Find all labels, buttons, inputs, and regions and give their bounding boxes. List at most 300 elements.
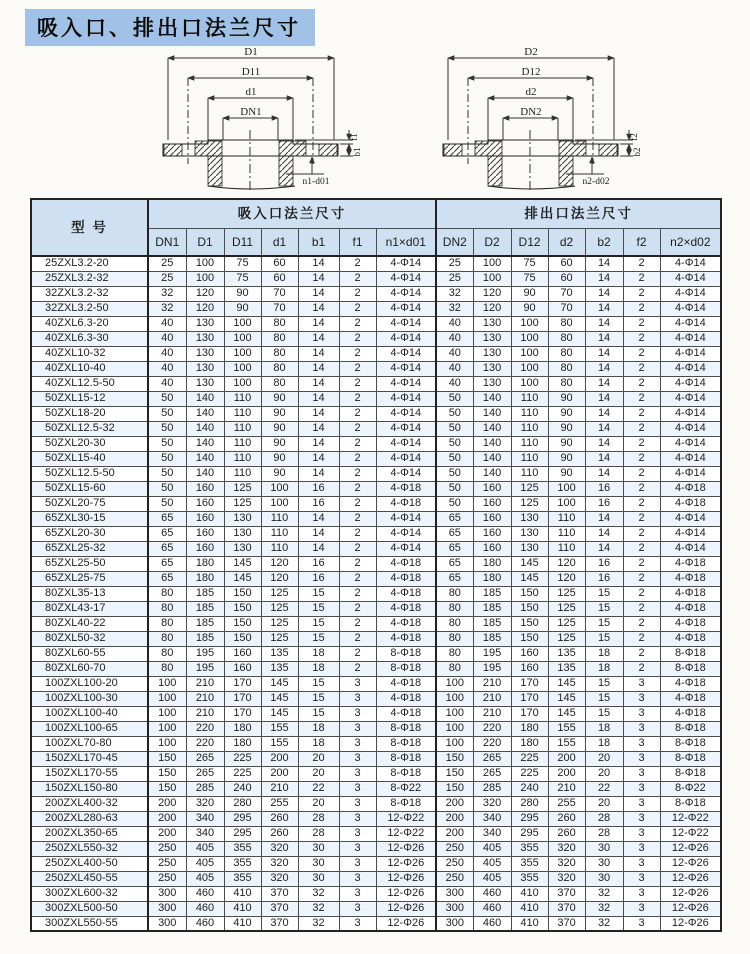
value-cell: 2 bbox=[623, 271, 660, 286]
model-cell: 80ZXL43-17 bbox=[31, 601, 148, 616]
value-cell: 8-Φ18 bbox=[376, 796, 436, 811]
value-cell: 18 bbox=[298, 736, 339, 751]
value-cell: 2 bbox=[339, 556, 376, 571]
value-cell: 255 bbox=[548, 796, 585, 811]
value-cell: 4-Φ14 bbox=[376, 286, 436, 301]
value-cell: 150 bbox=[224, 601, 261, 616]
value-cell: 210 bbox=[473, 691, 511, 706]
value-cell: 2 bbox=[339, 421, 376, 436]
value-cell: 100 bbox=[436, 736, 473, 751]
value-cell: 185 bbox=[473, 586, 511, 601]
model-cell: 80ZXL50-32 bbox=[31, 631, 148, 646]
value-cell: 90 bbox=[548, 421, 585, 436]
value-cell: 3 bbox=[623, 721, 660, 736]
table-row bbox=[31, 766, 721, 781]
value-cell: 135 bbox=[548, 661, 585, 676]
value-cell: 20 bbox=[585, 796, 623, 811]
value-cell: 2 bbox=[623, 481, 660, 496]
value-cell: 30 bbox=[298, 856, 339, 871]
value-cell: 410 bbox=[224, 916, 261, 931]
value-cell: 14 bbox=[585, 361, 623, 376]
value-cell: 14 bbox=[585, 301, 623, 316]
value-cell: 90 bbox=[261, 466, 298, 481]
value-cell: 170 bbox=[511, 691, 548, 706]
value-cell: 280 bbox=[224, 796, 261, 811]
value-cell: 110 bbox=[224, 421, 261, 436]
dim-label-b: b2 bbox=[632, 147, 642, 157]
value-cell: 4-Φ18 bbox=[660, 481, 721, 496]
value-cell: 200 bbox=[436, 811, 473, 826]
value-cell: 145 bbox=[548, 706, 585, 721]
value-cell: 2 bbox=[339, 286, 376, 301]
value-cell: 2 bbox=[339, 496, 376, 511]
value-cell: 2 bbox=[339, 571, 376, 586]
value-cell: 18 bbox=[585, 646, 623, 661]
value-cell: 4-Φ14 bbox=[660, 421, 721, 436]
value-cell: 120 bbox=[186, 301, 224, 316]
value-cell: 40 bbox=[148, 331, 186, 346]
value-cell: 2 bbox=[339, 406, 376, 421]
value-cell: 320 bbox=[473, 796, 511, 811]
value-cell: 50 bbox=[148, 406, 186, 421]
dim-label-bore: DN2 bbox=[520, 106, 542, 118]
value-cell: 155 bbox=[548, 736, 585, 751]
value-cell: 32 bbox=[148, 301, 186, 316]
value-cell: 100 bbox=[148, 691, 186, 706]
value-cell: 170 bbox=[224, 676, 261, 691]
value-cell: 185 bbox=[186, 601, 224, 616]
table-row bbox=[31, 901, 721, 916]
model-cell: 40ZXL10-40 bbox=[31, 361, 148, 376]
value-cell: 225 bbox=[511, 766, 548, 781]
value-cell: 4-Φ18 bbox=[660, 691, 721, 706]
model-cell: 50ZXL20-75 bbox=[31, 496, 148, 511]
value-cell: 14 bbox=[298, 346, 339, 361]
value-cell: 405 bbox=[473, 841, 511, 856]
value-cell: 65 bbox=[148, 571, 186, 586]
value-cell: 110 bbox=[261, 526, 298, 541]
value-cell: 15 bbox=[585, 706, 623, 721]
value-cell: 300 bbox=[436, 916, 473, 931]
value-cell: 4-Φ14 bbox=[376, 421, 436, 436]
value-cell: 355 bbox=[511, 841, 548, 856]
value-cell: 135 bbox=[548, 646, 585, 661]
value-cell: 3 bbox=[339, 826, 376, 841]
value-cell: 2 bbox=[623, 526, 660, 541]
value-cell: 130 bbox=[186, 361, 224, 376]
value-cell: 4-Φ18 bbox=[376, 691, 436, 706]
value-cell: 65 bbox=[148, 526, 186, 541]
table-row bbox=[31, 856, 721, 871]
value-cell: 8-Φ18 bbox=[660, 766, 721, 781]
value-cell: 3 bbox=[339, 691, 376, 706]
value-cell: 130 bbox=[511, 511, 548, 526]
value-cell: 110 bbox=[511, 451, 548, 466]
value-cell: 18 bbox=[585, 736, 623, 751]
value-cell: 300 bbox=[436, 886, 473, 901]
table-row bbox=[31, 496, 721, 511]
value-cell: 2 bbox=[339, 346, 376, 361]
value-cell: 14 bbox=[298, 526, 339, 541]
value-cell: 170 bbox=[511, 676, 548, 691]
value-cell: 14 bbox=[585, 466, 623, 481]
value-cell: 2 bbox=[623, 331, 660, 346]
value-cell: 4-Φ14 bbox=[660, 316, 721, 331]
value-cell: 4-Φ18 bbox=[376, 496, 436, 511]
value-cell: 15 bbox=[585, 676, 623, 691]
value-cell: 140 bbox=[473, 406, 511, 421]
value-cell: 110 bbox=[548, 511, 585, 526]
table-row bbox=[31, 436, 721, 451]
value-cell: 225 bbox=[511, 751, 548, 766]
value-cell: 3 bbox=[623, 826, 660, 841]
table-row bbox=[31, 391, 721, 406]
table-row bbox=[31, 481, 721, 496]
model-cell: 65ZXL25-75 bbox=[31, 571, 148, 586]
value-cell: 80 bbox=[148, 616, 186, 631]
value-cell: 145 bbox=[261, 676, 298, 691]
value-cell: 2 bbox=[623, 301, 660, 316]
dim-label-b: b1 bbox=[352, 147, 362, 157]
value-cell: 110 bbox=[511, 406, 548, 421]
value-cell: 210 bbox=[261, 781, 298, 796]
column-header: b1 bbox=[298, 228, 339, 256]
value-cell: 8-Φ18 bbox=[376, 721, 436, 736]
table-row bbox=[31, 601, 721, 616]
model-cell: 100ZXL100-30 bbox=[31, 691, 148, 706]
value-cell: 4-Φ18 bbox=[660, 586, 721, 601]
value-cell: 110 bbox=[224, 406, 261, 421]
model-cell: 32ZXL3.2-32 bbox=[31, 286, 148, 301]
value-cell: 195 bbox=[186, 646, 224, 661]
value-cell: 160 bbox=[473, 481, 511, 496]
value-cell: 50 bbox=[148, 481, 186, 496]
value-cell: 125 bbox=[224, 481, 261, 496]
value-cell: 125 bbox=[548, 586, 585, 601]
model-cell: 50ZXL20-30 bbox=[31, 436, 148, 451]
value-cell: 320 bbox=[548, 871, 585, 886]
value-cell: 14 bbox=[585, 346, 623, 361]
value-cell: 4-Φ18 bbox=[376, 556, 436, 571]
value-cell: 2 bbox=[339, 436, 376, 451]
page-title: 吸入口、排出口法兰尺寸 bbox=[25, 9, 315, 46]
value-cell: 28 bbox=[298, 811, 339, 826]
value-cell: 3 bbox=[623, 691, 660, 706]
value-cell: 12-Φ22 bbox=[660, 811, 721, 826]
flange-cross-section-drawing bbox=[138, 44, 366, 194]
value-cell: 210 bbox=[186, 691, 224, 706]
value-cell: 50 bbox=[436, 496, 473, 511]
value-cell: 70 bbox=[261, 286, 298, 301]
value-cell: 4-Φ18 bbox=[660, 616, 721, 631]
value-cell: 285 bbox=[186, 781, 224, 796]
table-row bbox=[31, 676, 721, 691]
column-header: b2 bbox=[585, 228, 623, 256]
flange-cross-section-drawing bbox=[418, 44, 646, 194]
value-cell: 140 bbox=[473, 421, 511, 436]
value-cell: 15 bbox=[298, 691, 339, 706]
value-cell: 140 bbox=[473, 466, 511, 481]
value-cell: 100 bbox=[224, 361, 261, 376]
value-cell: 16 bbox=[585, 496, 623, 511]
value-cell: 2 bbox=[339, 481, 376, 496]
value-cell: 3 bbox=[339, 841, 376, 856]
value-cell: 185 bbox=[186, 586, 224, 601]
value-cell: 110 bbox=[261, 511, 298, 526]
value-cell: 130 bbox=[186, 346, 224, 361]
value-cell: 170 bbox=[224, 691, 261, 706]
value-cell: 60 bbox=[548, 256, 585, 271]
model-cell: 250ZXL550-32 bbox=[31, 841, 148, 856]
value-cell: 100 bbox=[186, 256, 224, 271]
model-cell: 300ZXL550-55 bbox=[31, 916, 148, 931]
value-cell: 3 bbox=[623, 736, 660, 751]
value-cell: 460 bbox=[473, 916, 511, 931]
value-cell: 130 bbox=[473, 346, 511, 361]
value-cell: 8-Φ18 bbox=[660, 796, 721, 811]
value-cell: 90 bbox=[511, 286, 548, 301]
value-cell: 4-Φ18 bbox=[660, 676, 721, 691]
value-cell: 200 bbox=[148, 796, 186, 811]
value-cell: 355 bbox=[511, 856, 548, 871]
value-cell: 150 bbox=[436, 751, 473, 766]
value-cell: 3 bbox=[339, 871, 376, 886]
dim-label-f: f2 bbox=[629, 133, 639, 141]
value-cell: 20 bbox=[298, 766, 339, 781]
model-cell: 300ZXL600-32 bbox=[31, 886, 148, 901]
value-cell: 2 bbox=[623, 361, 660, 376]
value-cell: 4-Φ14 bbox=[376, 331, 436, 346]
value-cell: 320 bbox=[548, 856, 585, 871]
value-cell: 8-Φ22 bbox=[660, 781, 721, 796]
value-cell: 355 bbox=[224, 841, 261, 856]
table-row bbox=[31, 361, 721, 376]
value-cell: 12-Φ22 bbox=[376, 811, 436, 826]
table-row bbox=[31, 826, 721, 841]
value-cell: 110 bbox=[224, 436, 261, 451]
table-row bbox=[31, 781, 721, 796]
value-cell: 14 bbox=[298, 406, 339, 421]
value-cell: 120 bbox=[261, 571, 298, 586]
value-cell: 4-Φ14 bbox=[376, 526, 436, 541]
value-cell: 2 bbox=[339, 586, 376, 601]
value-cell: 2 bbox=[623, 616, 660, 631]
model-cell: 250ZXL450-55 bbox=[31, 871, 148, 886]
table-row bbox=[31, 406, 721, 421]
value-cell: 14 bbox=[585, 541, 623, 556]
table-row bbox=[31, 541, 721, 556]
table-row bbox=[31, 661, 721, 676]
table-row bbox=[31, 421, 721, 436]
value-cell: 18 bbox=[585, 661, 623, 676]
value-cell: 15 bbox=[298, 676, 339, 691]
value-cell: 25 bbox=[148, 271, 186, 286]
value-cell: 4-Φ14 bbox=[660, 361, 721, 376]
value-cell: 12-Φ26 bbox=[376, 841, 436, 856]
table-row bbox=[31, 751, 721, 766]
value-cell: 4-Φ18 bbox=[376, 616, 436, 631]
value-cell: 80 bbox=[148, 646, 186, 661]
value-cell: 160 bbox=[473, 526, 511, 541]
value-cell: 2 bbox=[623, 571, 660, 586]
table-row bbox=[31, 286, 721, 301]
dim-label-raised-face: d2 bbox=[525, 86, 537, 98]
value-cell: 4-Φ14 bbox=[660, 256, 721, 271]
column-header: d2 bbox=[548, 228, 585, 256]
value-cell: 3 bbox=[339, 886, 376, 901]
value-cell: 50 bbox=[148, 466, 186, 481]
value-cell: 20 bbox=[585, 751, 623, 766]
value-cell: 355 bbox=[224, 871, 261, 886]
value-cell: 70 bbox=[548, 286, 585, 301]
value-cell: 100 bbox=[548, 496, 585, 511]
table-row bbox=[31, 586, 721, 601]
table-row bbox=[31, 871, 721, 886]
dim-label-bolt-circle: D11 bbox=[241, 66, 261, 78]
value-cell: 50 bbox=[148, 451, 186, 466]
value-cell: 14 bbox=[585, 376, 623, 391]
value-cell: 125 bbox=[511, 496, 548, 511]
value-cell: 4-Φ14 bbox=[660, 346, 721, 361]
value-cell: 90 bbox=[224, 301, 261, 316]
value-cell: 8-Φ22 bbox=[376, 781, 436, 796]
value-cell: 12-Φ26 bbox=[660, 871, 721, 886]
table-row bbox=[31, 511, 721, 526]
dim-label-outer-diameter: D2 bbox=[524, 46, 538, 58]
value-cell: 12-Φ26 bbox=[376, 916, 436, 931]
value-cell: 14 bbox=[298, 391, 339, 406]
column-header: f1 bbox=[339, 228, 376, 256]
value-cell: 100 bbox=[148, 736, 186, 751]
model-cell: 50ZXL15-60 bbox=[31, 481, 148, 496]
value-cell: 50 bbox=[148, 391, 186, 406]
value-cell: 405 bbox=[473, 856, 511, 871]
value-cell: 2 bbox=[623, 661, 660, 676]
model-cell: 100ZXL100-40 bbox=[31, 706, 148, 721]
value-cell: 4-Φ14 bbox=[660, 391, 721, 406]
value-cell: 3 bbox=[623, 706, 660, 721]
value-cell: 14 bbox=[298, 421, 339, 436]
value-cell: 18 bbox=[585, 721, 623, 736]
value-cell: 14 bbox=[585, 271, 623, 286]
value-cell: 50 bbox=[148, 436, 186, 451]
value-cell: 320 bbox=[548, 841, 585, 856]
value-cell: 110 bbox=[261, 541, 298, 556]
value-cell: 30 bbox=[298, 841, 339, 856]
model-cell: 150ZXL170-45 bbox=[31, 751, 148, 766]
model-column-header: 型 号 bbox=[31, 199, 148, 256]
value-cell: 460 bbox=[473, 886, 511, 901]
value-cell: 145 bbox=[548, 691, 585, 706]
value-cell: 110 bbox=[224, 466, 261, 481]
value-cell: 22 bbox=[585, 781, 623, 796]
value-cell: 110 bbox=[511, 421, 548, 436]
table-row bbox=[31, 706, 721, 721]
value-cell: 3 bbox=[339, 796, 376, 811]
value-cell: 12-Φ26 bbox=[376, 901, 436, 916]
value-cell: 12-Φ26 bbox=[376, 856, 436, 871]
value-cell: 210 bbox=[473, 676, 511, 691]
value-cell: 4-Φ18 bbox=[376, 706, 436, 721]
value-cell: 80 bbox=[548, 316, 585, 331]
value-cell: 14 bbox=[585, 316, 623, 331]
value-cell: 90 bbox=[548, 436, 585, 451]
value-cell: 265 bbox=[473, 751, 511, 766]
value-cell: 2 bbox=[339, 256, 376, 271]
value-cell: 120 bbox=[473, 286, 511, 301]
value-cell: 110 bbox=[548, 526, 585, 541]
value-cell: 12-Φ26 bbox=[660, 886, 721, 901]
value-cell: 80 bbox=[261, 346, 298, 361]
value-cell: 40 bbox=[148, 361, 186, 376]
column-header: D11 bbox=[224, 228, 261, 256]
value-cell: 70 bbox=[548, 301, 585, 316]
value-cell: 370 bbox=[548, 901, 585, 916]
value-cell: 65 bbox=[148, 541, 186, 556]
model-cell: 65ZXL25-50 bbox=[31, 556, 148, 571]
value-cell: 65 bbox=[148, 556, 186, 571]
value-cell: 2 bbox=[623, 631, 660, 646]
value-cell: 80 bbox=[261, 316, 298, 331]
model-cell: 65ZXL20-30 bbox=[31, 526, 148, 541]
value-cell: 150 bbox=[148, 781, 186, 796]
value-cell: 20 bbox=[298, 796, 339, 811]
value-cell: 260 bbox=[261, 811, 298, 826]
value-cell: 410 bbox=[511, 901, 548, 916]
value-cell: 90 bbox=[548, 406, 585, 421]
value-cell: 460 bbox=[186, 901, 224, 916]
value-cell: 130 bbox=[186, 316, 224, 331]
model-cell: 50ZXL15-12 bbox=[31, 391, 148, 406]
value-cell: 14 bbox=[585, 406, 623, 421]
value-cell: 225 bbox=[224, 766, 261, 781]
value-cell: 145 bbox=[261, 691, 298, 706]
value-cell: 150 bbox=[148, 751, 186, 766]
value-cell: 295 bbox=[224, 826, 261, 841]
value-cell: 140 bbox=[473, 391, 511, 406]
value-cell: 225 bbox=[224, 751, 261, 766]
model-cell: 25ZXL3.2-20 bbox=[31, 256, 148, 271]
value-cell: 170 bbox=[224, 706, 261, 721]
value-cell: 90 bbox=[548, 391, 585, 406]
value-cell: 2 bbox=[623, 646, 660, 661]
value-cell: 355 bbox=[224, 856, 261, 871]
value-cell: 100 bbox=[224, 346, 261, 361]
table-row bbox=[31, 256, 721, 271]
value-cell: 3 bbox=[339, 901, 376, 916]
value-cell: 180 bbox=[511, 736, 548, 751]
value-cell: 80 bbox=[436, 586, 473, 601]
table-row bbox=[31, 631, 721, 646]
value-cell: 220 bbox=[473, 736, 511, 751]
value-cell: 50 bbox=[436, 406, 473, 421]
table-row bbox=[31, 916, 721, 931]
value-cell: 150 bbox=[436, 781, 473, 796]
value-cell: 12-Φ26 bbox=[660, 916, 721, 931]
value-cell: 145 bbox=[224, 571, 261, 586]
dim-label-f: f1 bbox=[349, 133, 359, 141]
value-cell: 210 bbox=[186, 676, 224, 691]
value-cell: 100 bbox=[148, 676, 186, 691]
value-cell: 8-Φ18 bbox=[376, 661, 436, 676]
value-cell: 405 bbox=[186, 856, 224, 871]
value-cell: 180 bbox=[224, 721, 261, 736]
value-cell: 50 bbox=[436, 436, 473, 451]
value-cell: 110 bbox=[511, 466, 548, 481]
value-cell: 185 bbox=[473, 631, 511, 646]
value-cell: 65 bbox=[436, 541, 473, 556]
value-cell: 185 bbox=[473, 601, 511, 616]
